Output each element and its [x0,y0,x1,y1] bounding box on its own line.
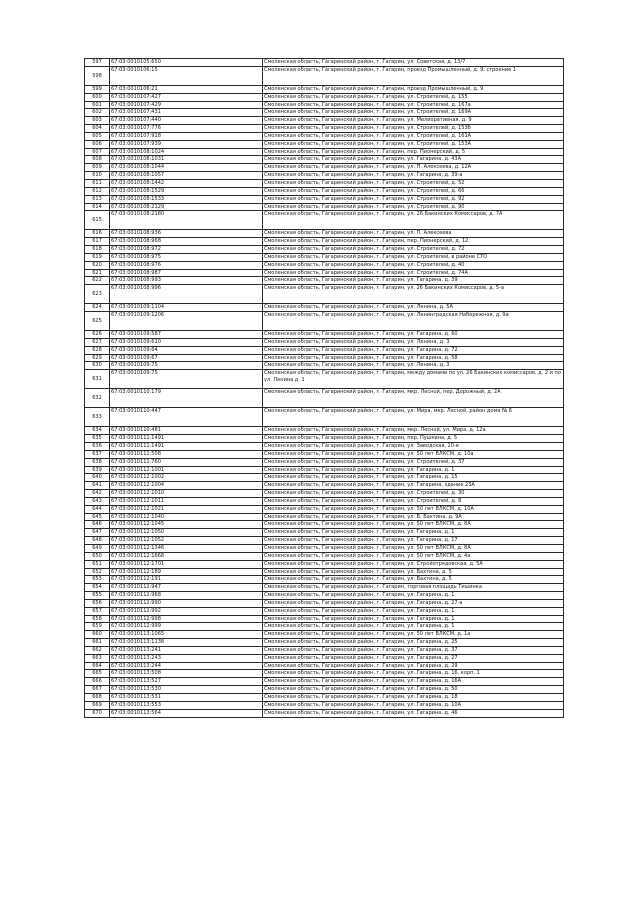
cadastral-number: 67:03:0010109:610 [110,338,263,346]
cadastral-number: 67:03:0010108:1057 [110,172,263,180]
address: Смоленская область, Гагаринский район, г. Гагарин, пер. Пионерский, д. 5 [263,148,564,156]
table-row [85,443,564,451]
table-row [85,631,564,639]
cadastral-number: 67:03:0010108:975 [110,253,263,261]
row-number: 626 [85,331,110,339]
address: Смоленская область, Гагаринский район, г. Гагарин, ул. Строителей, д. 72 [263,246,564,254]
table-row [85,354,564,362]
table-row [85,709,564,717]
cadastral-number: 67:03:0010112:189 [110,568,263,576]
table-row [85,346,564,354]
cadastral-number: 67:03:0010112:1050 [110,529,263,537]
table-row [85,246,564,254]
address: Смоленская область, Гагаринский район, г. Гагарин, пер. Пионерский, д. 12 [263,238,564,246]
cadastral-number: 67:03:0010112:1701 [110,560,263,568]
table-row [85,230,564,238]
table-row [85,584,564,592]
row-number: 667 [85,686,110,694]
cadastral-number: 67:03:0010113:241 [110,646,263,654]
cadastral-number: 67:03:0010107:429 [110,101,263,109]
address: Смоленская область, Гагаринский район, г. Гагарин, проезд Промышленный, д. 9 [263,85,564,93]
table-row [85,117,564,125]
address: Смоленская область, Гагаринский район, г. Гагарин, торговая площадь Тишинка [263,584,564,592]
address: Смоленская область, Гагаринский район, г. Гагарин, ул. Мира, мкр. Лесной, район дома № 6 [263,408,564,427]
address: Смоленская область, Гагаринский район, г. Гагарин, ул. Мелиоративная, д. 9 [263,117,564,125]
row-number: 615 [85,211,110,230]
address: Смоленская область, Гагаринский район, г. Гагарин, ул. Бахтина, д. 5 [263,568,564,576]
cadastral-number: 67:03:0010111:1491 [110,443,263,451]
row-number: 603 [85,117,110,125]
cadastral-number: 67:03:0010108:1044 [110,164,263,172]
cadastral-number: 67:03:0010112:1004 [110,482,263,490]
address: Смоленская область, Гагаринский район, г. Гагарин, ул. Строителей, д. 169А [263,109,564,117]
row-number: 616 [85,230,110,238]
address: Смоленская область, Гагаринский район, г. Гагарин, ул. 26 Бакинских Комиссаров, д. 5-а [263,285,564,304]
table-row [85,125,564,133]
cadastral-number: 67:03:0010108:993 [110,277,263,285]
cadastral-number: 67:03:0010107:918 [110,132,263,140]
address: Смоленская область, Гагаринский район, г. Гагарин, ул. Гагарина, д. 1 [263,529,564,537]
row-number: 624 [85,304,110,312]
address: Смоленская область, Гагаринский район, г. Гагарин, ул. Гагарина, д. 27-а [263,599,564,607]
table-row [85,560,564,568]
cadastral-number: 67:03:0010112:990 [110,599,263,607]
table-row [85,529,564,537]
cadastral-number: 67:03:0010109:67 [110,354,263,362]
table-row [85,701,564,709]
cadastral-number: 67:03:0010110:179 [110,389,263,408]
row-number: 606 [85,140,110,148]
row-number: 618 [85,246,110,254]
cadastral-number: 67:03:0010109:1206 [110,312,263,331]
table-row [85,607,564,615]
row-number: 621 [85,269,110,277]
row-number: 622 [85,277,110,285]
cadastral-number: 67:03:0010112:1668 [110,552,263,560]
cadastral-number: 67:03:0010113:243 [110,654,263,662]
cadastral-number: 67:03:0010112:1040 [110,513,263,521]
address: Смоленская область, Гагаринский район, г. Гагарин, ул. Ленина, д. 3 [263,362,564,370]
table-row [85,195,564,203]
cadastral-number: 67:03:0010107:427 [110,93,263,101]
row-number: 601 [85,101,110,109]
cadastral-number: 67:03:0010112:1045 [110,521,263,529]
address: Смоленская область, Гагаринский район, г. Гагарин, ул. Гагарина, д. 37 [263,646,564,654]
address: Смоленская область, Гагаринский район, г. Гагарин, ул. Гагарина, д. 46 [263,709,564,717]
row-number: 663 [85,654,110,662]
cadastral-number: 67:03:0010107:939 [110,140,263,148]
address: Смоленская область, Гагаринский район, г. Гагарин, ул. 50 лет ВЛКСМ, д. 4а [263,552,564,560]
cadastral-number: 67:03:0010112:1021 [110,505,263,513]
address: Смоленская область, Гагаринский район, г. Гагарин, ул. Гагарина, здание 23А [263,482,564,490]
address: Смоленская область, Гагаринский район, г. Гагарин, ул. Гагарина, д. 50 [263,686,564,694]
address: Смоленская область, Гагаринский район, г. Гагарин, ул. Гагарина, д. 10А [263,701,564,709]
address: Смоленская область, Гагаринский район, г. Гагарин, ул. Строителей, д. 153б [263,125,564,133]
cadastral-number: 67:03:0010112:999 [110,623,263,631]
table-row [85,474,564,482]
row-number: 627 [85,338,110,346]
address: Смоленская область, Гагаринский район, г. Гагарин, ул. Гагарина, д. 60 [263,331,564,339]
row-number: 600 [85,93,110,101]
table-row [85,654,564,662]
table-row [85,238,564,246]
address: Смоленская область, Гагаринский район, г. Гагарин, ул. 50 лет ВЛКСМ, д. 8А [263,544,564,552]
address: Смоленская область, Гагаринский район, г. Гагарин, ул. Гагарина, д. 1 [263,466,564,474]
table-row [85,370,564,389]
address: Смоленская область, Гагаринский район, г. Гагарин, ул. П. Алексеева, д. 12А [263,164,564,172]
row-number: 637 [85,450,110,458]
cadastral-number: 67:03:0010108:1442 [110,179,263,187]
cadastral-number: 67:03:0010113:1138 [110,639,263,647]
table-row [85,164,564,172]
table-row [85,211,564,230]
row-number: 657 [85,607,110,615]
table-row [85,389,564,408]
address: Смоленская область, Гагаринский район, г. Гагарин, между домами по ул. 26 Бакинских комиссаров, д. 2 и по ул. Ленина д. 1 [263,370,564,389]
address: Смоленская область, Гагаринский район, г. Гагарин, ул. Строителей, д. 8 [263,497,564,505]
cadastral-number: 67:03:0010113:244 [110,662,263,670]
row-number: 608 [85,156,110,164]
cadastral-number: 67:03:0010111:760 [110,458,263,466]
cadastral-number: 67:03:0010108:1533 [110,195,263,203]
table-row [85,408,564,427]
cadastral-number: 67:03:0010113:564 [110,709,263,717]
address: Смоленская область, Гагаринский район, г. Гагарин, ул. Стройотрядовская, д. 5А [263,560,564,568]
cadastral-number: 67:03:0010112:191 [110,576,263,584]
address: Смоленская область, Гагаринский район, г. Гагарин, ул. Ленина, д. 3 [263,338,564,346]
cadastral-number: 67:03:0010108:936 [110,230,263,238]
cadastral-number: 67:03:0010112:1002 [110,474,263,482]
row-number: 665 [85,670,110,678]
row-number: 668 [85,694,110,702]
address: Смоленская область, Гагаринский район, г. Гагарин, мкр. Лесной, ул. Мира, д. 12а [263,427,564,435]
address: Смоленская область, Гагаринский район, г. Гагарин, ул. Гагарина, д. 72 [263,346,564,354]
cadastral-number: 67:03:0010112:1052 [110,537,263,545]
row-number: 645 [85,513,110,521]
table-row [85,93,564,101]
row-number: 656 [85,599,110,607]
table-row [85,261,564,269]
address: Смоленская область, Гагаринский район, г. Гагарин, ул. Гагарина, д. 17 [263,537,564,545]
address: Смоленская область, Гагаринский район, г. Гагарин, ул. Ленинградская Набережная, д. 9а [263,312,564,331]
row-number: 650 [85,552,110,560]
address: Смоленская область, Гагаринский район, г. Гагарин, ул. Гагарина, д. 1 [263,607,564,615]
cadastral-number: 67:03:0010108:1031 [110,156,263,164]
cadastral-number: 67:03:0010111:508 [110,450,263,458]
cadastral-number: 67:03:0010113:530 [110,686,263,694]
table-row [85,490,564,498]
row-number: 640 [85,474,110,482]
row-number: 609 [85,164,110,172]
table-row [85,552,564,560]
row-number: 598 [85,66,110,85]
table-row [85,156,564,164]
row-number: 623 [85,285,110,304]
cadastral-number: 67:03:0010107:431 [110,109,263,117]
table-row [85,59,564,67]
cadastral-number: 67:03:0010110:481 [110,427,263,435]
row-number: 635 [85,435,110,443]
address: Смоленская область, Гагаринский район, г. Гагарин, ул. Гагарина, д. 18 [263,694,564,702]
row-number: 652 [85,568,110,576]
cadastral-number: 67:03:0010109:75 [110,362,263,370]
table-row [85,140,564,148]
address: Смоленская область, Гагаринский район, г. Гагарин, ул. Гагарина, д. 16А [263,678,564,686]
cadastral-number: 67:03:0010109:75 [110,370,263,389]
cadastral-number: 67:03:0010112:1011 [110,497,263,505]
address: Смоленская область, Гагаринский район, г. Гагарин, ул. Гагарина, д. 16, корп. 1 [263,670,564,678]
cadastral-number: 67:03:0010112:1010 [110,490,263,498]
row-number: 643 [85,497,110,505]
address: Смоленская область, Гагаринский район, г. Гагарин, ул. Гагарина, д. 58 [263,354,564,362]
cadastral-number: 67:03:0010108:2180 [110,211,263,230]
address: Смоленская область, Гагаринский район, г. Гагарин, проезд Промышленный, д. 9, строение 1 [263,66,564,85]
table-row [85,662,564,670]
property-table [84,58,564,718]
address: Смоленская область, Гагаринский район, г. Гагарин, ул. Строителей, д. 92 [263,195,564,203]
row-number: 654 [85,584,110,592]
row-number: 625 [85,312,110,331]
table-row [85,450,564,458]
cadastral-number: 67:03:0010109:1104 [110,304,263,312]
address: Смоленская область, Гагаринский район, г. Гагарин, ул. Гагарина, д. 25 [263,639,564,647]
row-number: 619 [85,253,110,261]
address: Смоленская область, Гагаринский район, г. Гагарин, ул. 50 лет ВЛКСМ, д. 8А [263,521,564,529]
row-number: 639 [85,466,110,474]
table-row [85,109,564,117]
row-number: 599 [85,85,110,93]
address: Смоленская область, Гагаринский район, г. Гагарин, ул. Гагарина, д. 1 [263,615,564,623]
table-row [85,285,564,304]
cadastral-number: 67:03:0010106:15 [110,66,263,85]
cadastral-number: 67:03:0010112:1001 [110,466,263,474]
row-number: 630 [85,362,110,370]
address: Смоленская область, Гагаринский район, г. Гагарин, ул. 50 лет ВЛКСМ, д. 1а [263,631,564,639]
address: Смоленская область, Гагаринский район, г. Гагарин, ул. Гагарина, д. 15 [263,474,564,482]
table-row [85,505,564,513]
address: Смоленская область, Гагаринский район, г. Гагарин, ул. Строителей, д. 161А [263,132,564,140]
table-row [85,576,564,584]
address: Смоленская область, Гагаринский район, г. Гагарин, ул. П. Алексеева [263,230,564,238]
address: Смоленская область, Гагаринский район, г. Гагарин, ул. Строителей, д. 40 [263,261,564,269]
row-number: 610 [85,172,110,180]
address: Смоленская область, Гагаринский район, г. Гагарин, ул. Строителей, д. 52 [263,179,564,187]
address: Смоленская область, Гагаринский район, г. Гагарин, ул. Строителей, д. 153А [263,140,564,148]
row-number: 612 [85,187,110,195]
table-row [85,277,564,285]
table-row [85,172,564,180]
table-row [85,132,564,140]
row-number: 636 [85,443,110,451]
cadastral-number: 67:03:0010112:1346 [110,544,263,552]
table-row [85,66,564,85]
cadastral-number: 67:03:0010107:440 [110,117,263,125]
address: Смоленская область, Гагаринский район, г. Гагарин, ул. Гагарина, д. 1 [263,623,564,631]
cadastral-number: 67:03:0010108:996 [110,285,263,304]
table-row [85,678,564,686]
row-number: 641 [85,482,110,490]
address: Смоленская область, Гагаринский район, г. Гагарин, ул. Строителей, д. 37 [263,458,564,466]
address: Смоленская область, Гагаринский район, г. Гагарин, ул. Строителей, д. 66 [263,187,564,195]
table-row [85,179,564,187]
address: Смоленская область, Гагаринский район, г. Гагарин, ул. Бахтина, д. 5 [263,576,564,584]
table-row [85,85,564,93]
table-row [85,338,564,346]
row-number: 664 [85,662,110,670]
cadastral-number: 67:03:0010107:776 [110,125,263,133]
row-number: 631 [85,370,110,389]
table-row [85,686,564,694]
address: Смоленская область, Гагаринский район, г. Гагарин, ул. Строителей, д. 155 [263,93,564,101]
cadastral-number: 67:03:0010105:650 [110,59,263,67]
address: Смоленская область, Гагаринский район, г. Гагарин, ул. Гагарина, д. 29 [263,662,564,670]
address: Смоленская область, Гагаринский район, г. Гагарин, ул. 50 лет ВЛКСМ, д. 10а [263,450,564,458]
cadastral-number: 67:03:0010108:987 [110,269,263,277]
table-row [85,537,564,545]
cadastral-number: 67:03:0010106:21 [110,85,263,93]
table-row [85,148,564,156]
address: Смоленская область, Гагаринский район, г. Гагарин, пер. Пушкина, д. 5 [263,435,564,443]
row-number: 602 [85,109,110,117]
row-number: 669 [85,701,110,709]
address: Смоленская область, Гагаринский район, г. Гагарин, мкр. Лесной, пер. Дорожный, д. 2А [263,389,564,408]
cadastral-number: 67:03:0010108:972 [110,246,263,254]
row-number: 604 [85,125,110,133]
table-row [85,615,564,623]
row-number: 658 [85,615,110,623]
row-number: 653 [85,576,110,584]
row-number: 655 [85,592,110,600]
table-row [85,646,564,654]
row-number: 659 [85,623,110,631]
cadastral-number: 67:03:0010112:998 [110,615,263,623]
row-number: 648 [85,537,110,545]
table-row [85,304,564,312]
cadastral-number: 67:03:0010113:531 [110,694,263,702]
address: Смоленская область, Гагаринский район, г. Гагарин, ул. Строителей, в районе СТО [263,253,564,261]
table-row [85,694,564,702]
cadastral-number: 67:03:0010113:508 [110,670,263,678]
table-row [85,670,564,678]
row-number: 638 [85,458,110,466]
row-number: 644 [85,505,110,513]
cadastral-number: 67:03:0010109:587 [110,331,263,339]
row-number: 634 [85,427,110,435]
table-row [85,203,564,211]
row-number: 651 [85,560,110,568]
table-row [85,568,564,576]
row-number: 613 [85,195,110,203]
cadastral-number: 67:03:0010112:947 [110,584,263,592]
table-row [85,362,564,370]
cadastral-number: 67:03:0010108:1024 [110,148,263,156]
table-row [85,623,564,631]
address: Смоленская область, Гагаринский район, г. Гагарин, ул. Строителей, д. 167а [263,101,564,109]
row-number: 605 [85,132,110,140]
row-number: 620 [85,261,110,269]
table-row [85,482,564,490]
row-number: 670 [85,709,110,717]
address: Смоленская область, Гагаринский район, г. Гагарин, ул. Гагарина, д. 27 [263,654,564,662]
row-number: 614 [85,203,110,211]
table-row [85,187,564,195]
table-row [85,513,564,521]
cadastral-number: 67:03:0010112:968 [110,592,263,600]
cadastral-number: 67:03:0010108:968 [110,238,263,246]
address: Смоленская область, Гагаринский район, г. Гагарин, ул. Строителей, д. 74А [263,269,564,277]
cadastral-number: 67:03:0010111:1491 [110,435,263,443]
table-row [85,639,564,647]
address: Смоленская область, Гагаринский район, г. Гагарин, ул. Гагарина, д. 39 [263,277,564,285]
address: Смоленская область, Гагаринский район, г. Гагарин, ул. 26 Бакинских Комиссаров, д. 7А [263,211,564,230]
address: Смоленская область, Гагаринский район, г. Гагарин, ул. Гагарина, д. 1 [263,592,564,600]
row-number: 662 [85,646,110,654]
address: Смоленская область, Гагаринский район, г. Гагарин, ул. Ленина, д. 5А [263,304,564,312]
table-row [85,592,564,600]
table-row [85,466,564,474]
cadastral-number: 67:03:0010109:64 [110,346,263,354]
row-number: 629 [85,354,110,362]
cadastral-number: 67:03:0010113:527 [110,678,263,686]
row-number: 660 [85,631,110,639]
table-row [85,521,564,529]
row-number: 649 [85,544,110,552]
table-row [85,331,564,339]
cadastral-number: 67:03:0010112:992 [110,607,263,615]
row-number: 647 [85,529,110,537]
address: Смоленская область, Гагаринский район, г. Гагарин, ул. Советская, д. 13/7 [263,59,564,67]
cadastral-number: 67:03:0010108:1529 [110,187,263,195]
row-number: 632 [85,389,110,408]
table-row [85,427,564,435]
address: Смоленская область, Гагаринский район, г. Гагарин, ул. 50 лет ВЛКСМ, д. 10А [263,505,564,513]
address: Смоленская область, Гагаринский район, г. Гагарин, ул. Гагарина, д. 39-а [263,172,564,180]
address: Смоленская область, Гагаринский район, г. Гагарин, ул. Заводская, 20-е [263,443,564,451]
row-number: 633 [85,408,110,427]
table-row [85,253,564,261]
row-number: 646 [85,521,110,529]
table-row [85,101,564,109]
address: Смоленская область, Гагаринский район, г. Гагарин, ул. Строителей, д. 30 [263,490,564,498]
row-number: 666 [85,678,110,686]
table-body [85,59,564,718]
table-row [85,599,564,607]
table-row [85,458,564,466]
row-number: 607 [85,148,110,156]
row-number: 642 [85,490,110,498]
table-row [85,435,564,443]
table-row [85,544,564,552]
row-number: 617 [85,238,110,246]
row-number: 611 [85,179,110,187]
cadastral-number: 67:03:0010110:447 [110,408,263,427]
row-number: 661 [85,639,110,647]
table-row [85,497,564,505]
address: Смоленская область, Гагаринский район, г. Гагарин, ул. Строителей, д. 90 [263,203,564,211]
address: Смоленская область, Гагаринский район, г. Гагарин, ул. Гагарина, д. 43А [263,156,564,164]
row-number: 628 [85,346,110,354]
address: Смоленская область, Гагаринский район, г. Гагарин, ул. Б. Бахтина, д. 9А [263,513,564,521]
cadastral-number: 67:03:0010108:976 [110,261,263,269]
cadastral-number: 67:03:0010113:1065 [110,631,263,639]
cadastral-number: 67:03:0010113:553 [110,701,263,709]
table-row [85,312,564,331]
row-number: 597 [85,59,110,67]
table-row [85,269,564,277]
cadastral-number: 67:03:0010108:2129 [110,203,263,211]
